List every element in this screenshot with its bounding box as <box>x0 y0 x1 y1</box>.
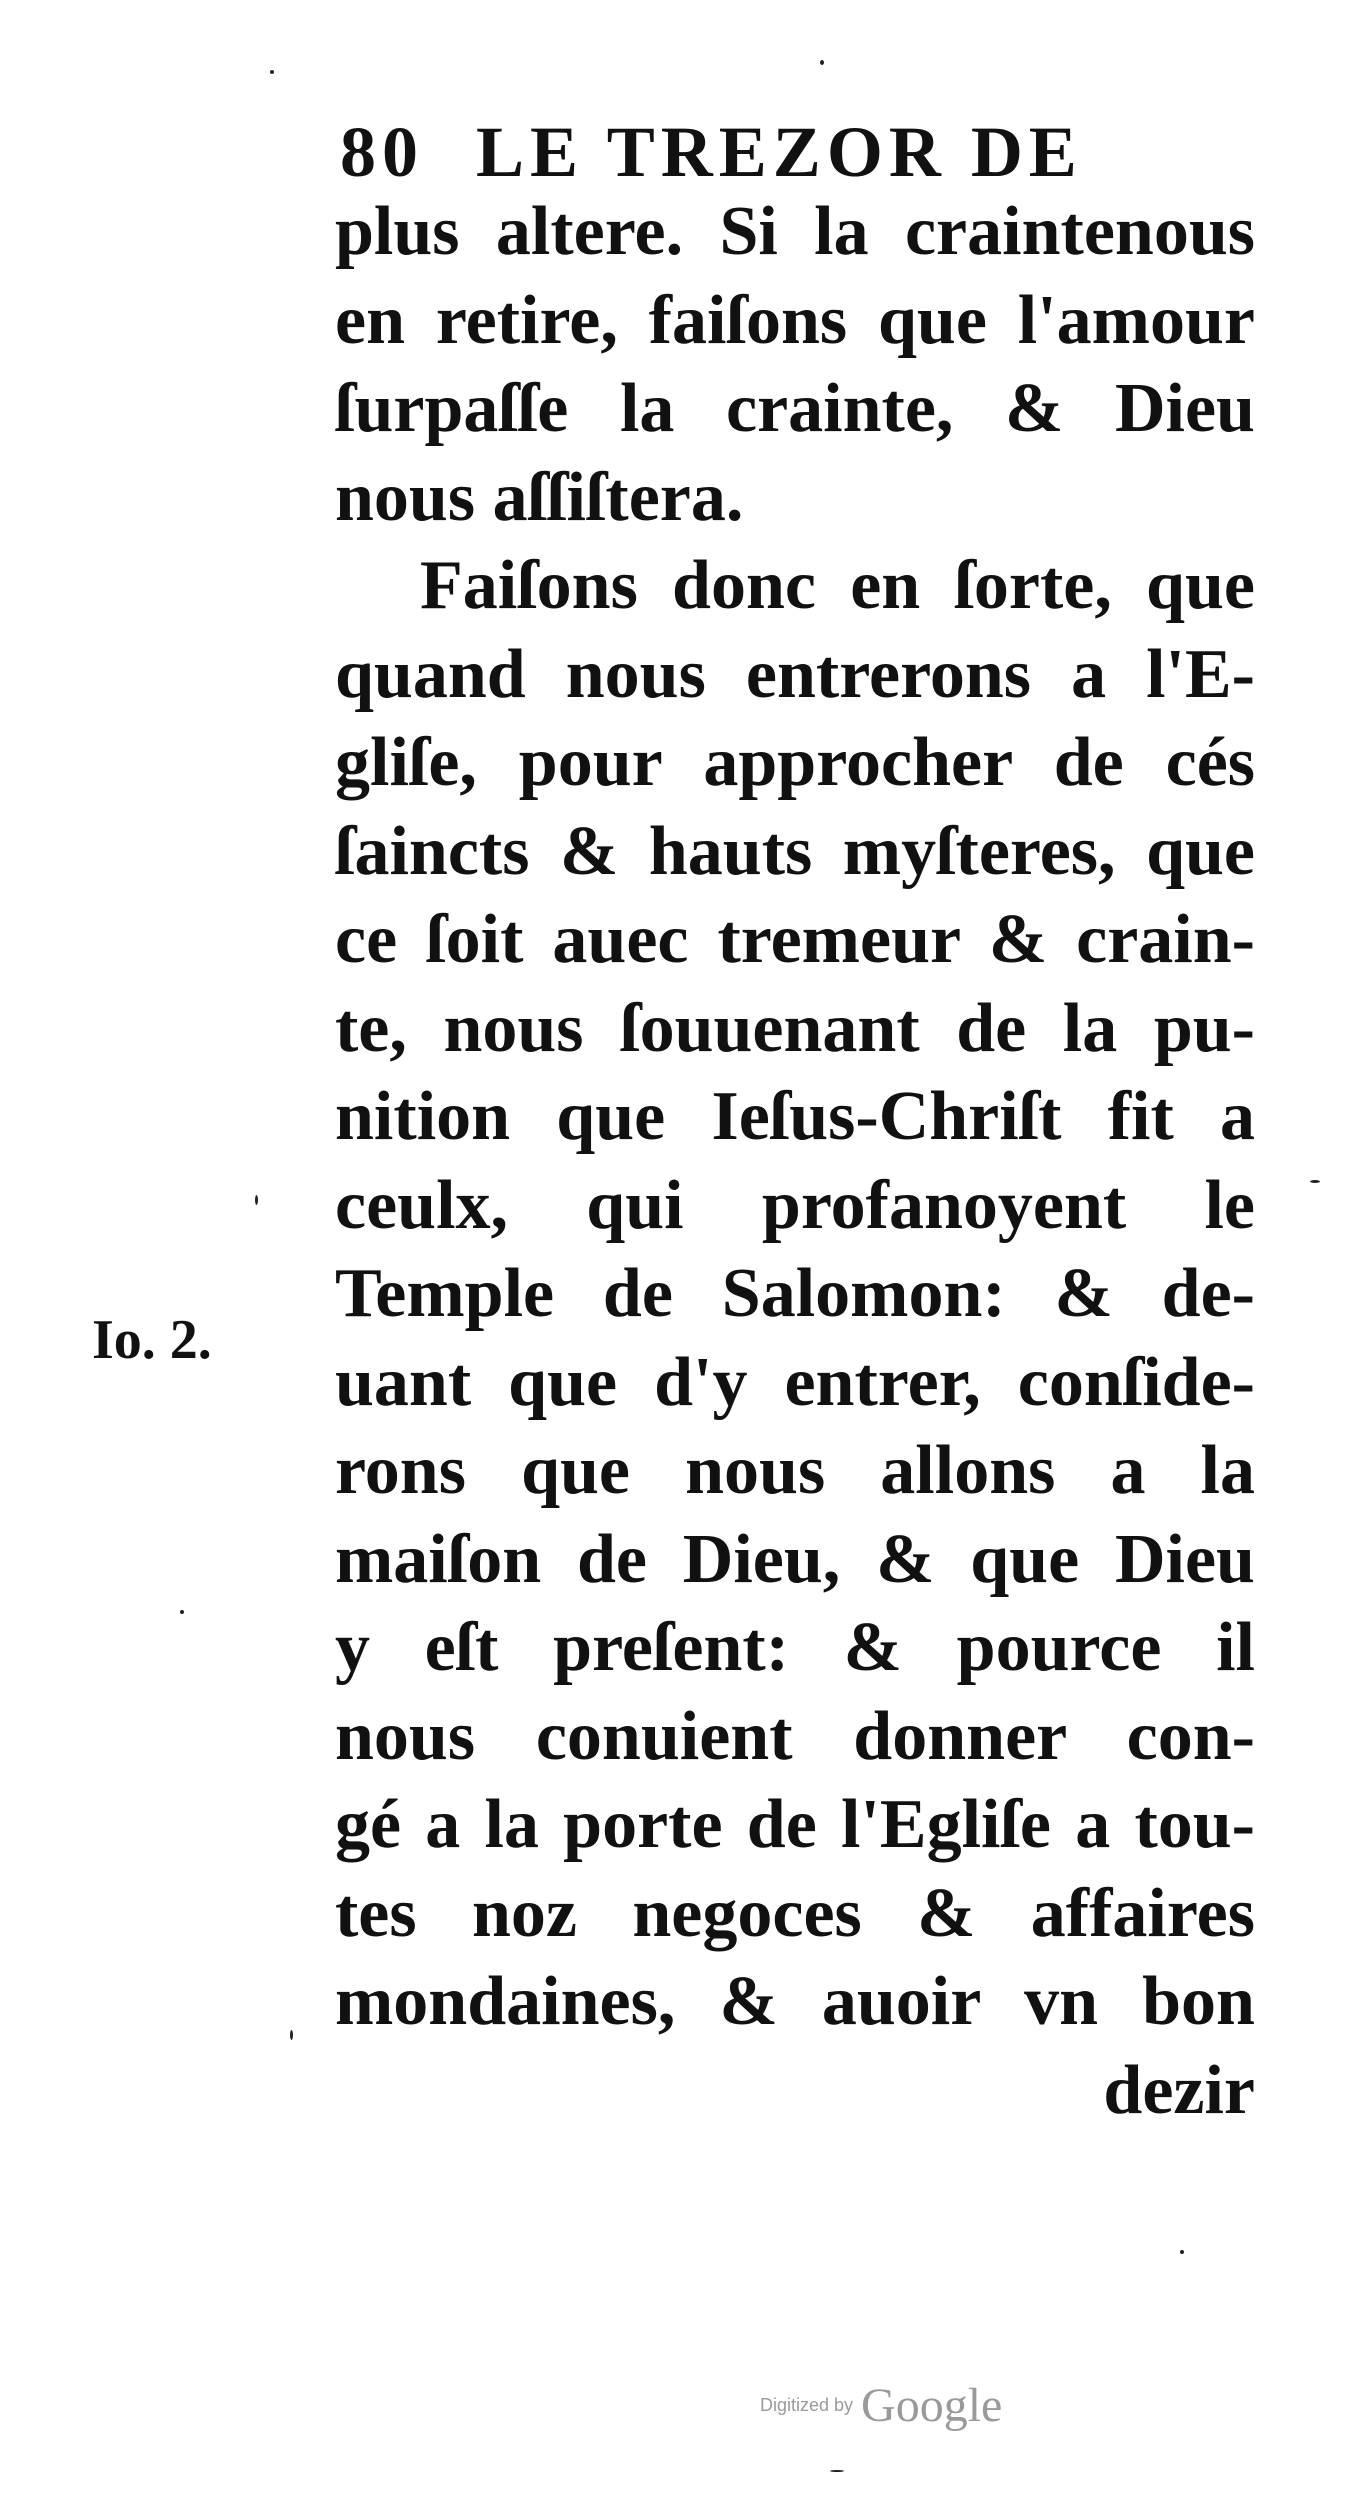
text-line: te, nous ſouuenant de la pu- <box>335 989 1255 1067</box>
scan-speck <box>830 2470 844 2472</box>
text-line: Temple de Salomon: & de- <box>335 1255 1255 1332</box>
text-line: gliſe, pour approcher de cés <box>335 724 1255 801</box>
text-line: gé a la porte de l'Egliſe a tou- <box>335 1786 1255 1863</box>
text-line: nition que Ieſus-Chriſt fit a <box>335 1078 1255 1155</box>
running-title: LE TREZOR DE <box>476 112 1083 192</box>
text-line: nous conuient donner con- <box>335 1697 1255 1775</box>
text-line: ſurpaſſe la crainte, & Dieu <box>335 370 1255 447</box>
scan-speck <box>290 2030 293 2040</box>
text-line: mondaines, & auoir vn bon <box>335 1963 1255 2040</box>
scan-speck <box>255 1195 258 1205</box>
text-line: uant que d'y entrer, conſide- <box>335 1343 1255 1421</box>
body-text <box>335 188 1255 2135</box>
text-line: quand nous entrerons a l'E- <box>335 635 1255 713</box>
text-line: en retire, faiſons que l'amour <box>335 281 1255 359</box>
text-line: plus altere. Si la craintenous <box>335 193 1255 270</box>
scan-speck <box>820 60 824 65</box>
text-line: tes noz negoces & affaires <box>335 1874 1255 1952</box>
text-line: Faiſons donc en ſorte, que <box>420 547 1255 624</box>
scan-speck <box>180 1610 184 1614</box>
page-number: 80 <box>340 112 424 192</box>
catchword: dezir <box>1103 2051 1255 2129</box>
text-line: nous aſſiſtera. <box>335 458 744 536</box>
scan-speck <box>1310 1180 1320 1183</box>
watermark-prefix: Digitized by <box>760 2395 854 2415</box>
text-line: rons que nous allons a la <box>335 1432 1255 1509</box>
google-logo: Google <box>861 2379 1003 2432</box>
margin-reference: Io. 2. <box>92 1309 212 1371</box>
scan-speck <box>1180 2250 1184 2254</box>
scan-speck <box>270 70 274 74</box>
running-header <box>340 112 1240 192</box>
text-line: maiſon de Dieu, & que Dieu <box>335 1520 1255 1598</box>
text-line: ſaincts & hauts myſteres, que <box>335 812 1255 890</box>
digitized-watermark <box>760 2378 1002 2438</box>
text-line: ce ſoit auec tremeur & crain- <box>335 901 1255 978</box>
text-line: ceulx, qui profanoyent le <box>335 1166 1255 1244</box>
text-line: y eſt preſent: & pource il <box>335 1609 1255 1686</box>
